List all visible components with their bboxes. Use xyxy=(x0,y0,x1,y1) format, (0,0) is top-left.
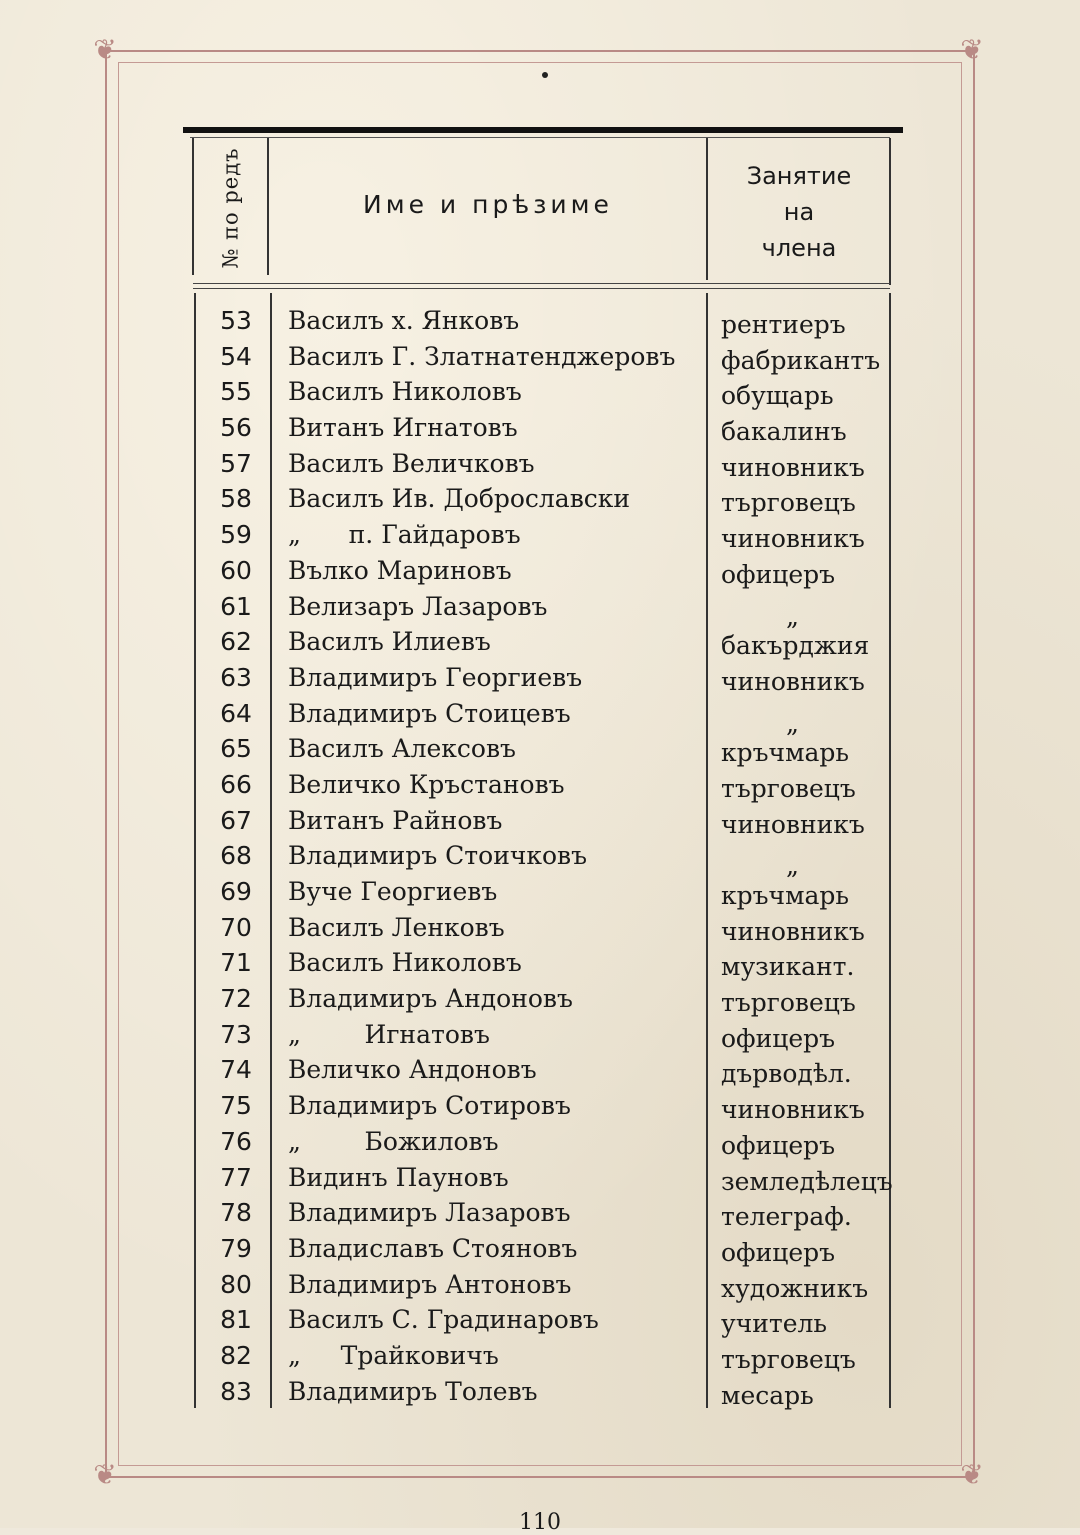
member-name: Величко Андоновъ xyxy=(288,1055,537,1085)
table-row xyxy=(190,374,890,410)
row-number: 62 xyxy=(220,627,252,657)
header-divider xyxy=(267,138,269,275)
corner-ornament-icon: ❦ xyxy=(93,1458,117,1491)
member-occupation: дърводѣл. xyxy=(721,1059,852,1089)
header-bottom-rule xyxy=(193,283,890,284)
row-number: 58 xyxy=(220,484,252,514)
member-name: Василъ Алексовъ xyxy=(288,734,516,764)
member-name: Владимиръ Толевъ xyxy=(288,1376,538,1406)
row-number: 81 xyxy=(220,1305,252,1335)
header-bottom-rule xyxy=(193,288,890,289)
table-row xyxy=(190,874,890,910)
member-name: Витанъ Райновъ xyxy=(288,805,503,835)
table-row xyxy=(190,1088,890,1124)
row-number: 56 xyxy=(220,413,252,443)
corner-ornament-icon: ❦ xyxy=(93,33,117,66)
header-occupation-line: члена xyxy=(761,234,837,262)
table-row xyxy=(190,767,890,803)
row-number: 66 xyxy=(220,769,252,799)
table-row xyxy=(190,1017,890,1053)
table-row xyxy=(190,339,890,375)
member-name: Василъ С. Градинаровъ xyxy=(288,1305,599,1335)
member-name: Владимиръ Лазаровъ xyxy=(288,1198,571,1228)
member-occupation: търговецъ xyxy=(721,1344,856,1374)
row-number: 78 xyxy=(220,1198,252,1228)
member-occupation: учитель xyxy=(721,1309,828,1339)
row-number: 65 xyxy=(220,734,252,764)
row-number: 82 xyxy=(220,1340,252,1370)
row-number: 73 xyxy=(220,1019,252,1049)
table-row xyxy=(190,624,890,660)
member-name: Видинъ Пауновъ xyxy=(288,1162,509,1192)
row-number: 60 xyxy=(220,555,252,585)
row-number: 71 xyxy=(220,948,252,978)
row-number: 80 xyxy=(220,1269,252,1299)
member-occupation: „ xyxy=(786,708,799,738)
table-row xyxy=(190,1267,890,1303)
member-occupation: офицеръ xyxy=(721,1237,836,1267)
table-row xyxy=(190,838,890,881)
member-occupation: „ xyxy=(786,601,799,631)
table-top-thin-rule xyxy=(190,137,890,138)
member-occupation: телеграф. xyxy=(721,1202,852,1232)
member-name: Величко Кръстановъ xyxy=(288,769,565,799)
row-number: 64 xyxy=(220,698,252,728)
member-occupation: офицеръ xyxy=(721,1023,836,1053)
table-row xyxy=(190,945,890,981)
table-row xyxy=(190,1374,890,1410)
member-name: Василъ Г. Златнатенджеровъ xyxy=(288,341,676,371)
table-row xyxy=(190,446,890,482)
print-mark xyxy=(542,72,548,78)
member-name: Василъ Николовъ xyxy=(288,377,522,407)
member-occupation: чиновникъ xyxy=(721,1095,865,1125)
member-name: Владимиръ Антоновъ xyxy=(288,1269,572,1299)
row-number: 70 xyxy=(220,912,252,942)
row-number: 77 xyxy=(220,1162,252,1192)
row-number: 59 xyxy=(220,520,252,550)
member-name: „ Божиловъ xyxy=(288,1126,499,1156)
member-occupation: търговецъ xyxy=(721,773,856,803)
row-number: 55 xyxy=(220,377,252,407)
header-occupation-column xyxy=(708,158,890,266)
member-name: Василъ Илиевъ xyxy=(288,627,491,657)
member-name: Владиславъ Стояновъ xyxy=(288,1233,578,1263)
row-number: 72 xyxy=(220,984,252,1014)
row-number: 63 xyxy=(220,662,252,692)
member-occupation: рентиеръ xyxy=(721,310,846,339)
corner-ornament-icon: ❦ xyxy=(960,1458,984,1491)
member-occupation: обущарь xyxy=(721,381,834,411)
row-number: 79 xyxy=(220,1233,252,1263)
member-occupation: фабрикантъ xyxy=(721,345,881,375)
table-row xyxy=(190,303,890,339)
table-row xyxy=(190,981,890,1017)
row-number: 69 xyxy=(220,877,252,906)
member-list xyxy=(190,303,893,1410)
member-occupation: „ xyxy=(786,851,799,881)
table-row xyxy=(190,1231,890,1267)
header-occupation-line: на xyxy=(783,198,815,226)
member-occupation: търговецъ xyxy=(721,488,856,518)
member-occupation: чиновникъ xyxy=(721,666,865,696)
table-row xyxy=(190,696,890,738)
member-name: „ Трайковичъ xyxy=(288,1340,499,1370)
member-occupation: бакърджия xyxy=(721,631,870,661)
member-occupation: чиновникъ xyxy=(721,524,865,554)
member-occupation: месарь xyxy=(721,1380,814,1410)
member-name: Василъ Ленковъ xyxy=(288,912,505,942)
member-name: Витанъ Игнатовъ xyxy=(288,413,518,443)
table-row xyxy=(190,803,890,839)
corner-ornament-icon: ❦ xyxy=(960,33,984,66)
row-number: 67 xyxy=(220,805,252,835)
member-name: Василъ Величковъ xyxy=(288,448,535,478)
row-number: 57 xyxy=(220,448,252,478)
member-occupation: офицеръ xyxy=(721,559,836,589)
row-number: 61 xyxy=(220,591,252,621)
header-occupation-line: Занятие xyxy=(746,162,852,190)
table-row xyxy=(190,1124,890,1160)
table-row xyxy=(190,553,890,589)
table-row xyxy=(190,910,890,946)
member-name: Вълко Мариновъ xyxy=(288,555,512,585)
table-row xyxy=(190,1302,890,1338)
row-number: 83 xyxy=(220,1376,252,1406)
member-name: Владимиръ Андоновъ xyxy=(288,984,573,1014)
member-name: Василъ Николовъ xyxy=(288,948,522,978)
table-row xyxy=(190,1338,890,1374)
member-occupation: чиновникъ xyxy=(721,916,865,946)
member-name: Велизаръ Лазаровъ xyxy=(288,591,548,621)
member-name: Василъ х. Янковъ xyxy=(288,306,520,335)
member-occupation: търговецъ xyxy=(721,988,856,1018)
member-name: Владимиръ Георгиевъ xyxy=(288,662,583,692)
table-row xyxy=(190,589,890,631)
table-row xyxy=(190,1052,890,1088)
table-row xyxy=(190,517,890,553)
member-name: Василъ Ив. Доброславски xyxy=(288,484,631,514)
page-number: 110 xyxy=(519,1510,561,1535)
member-name: Владимиръ Стоичковъ xyxy=(288,841,588,871)
header-number-label: № по редъ xyxy=(219,146,243,269)
table-row xyxy=(190,660,890,696)
header-number-column xyxy=(196,140,266,275)
member-name: „ п. Гайдаровъ xyxy=(288,520,521,550)
member-occupation: чиновникъ xyxy=(721,809,865,839)
member-name: „ Игнатовъ xyxy=(288,1019,490,1049)
member-name: Владимиръ Сотировъ xyxy=(288,1091,571,1121)
header-divider xyxy=(192,138,194,275)
member-occupation: кръчмарь xyxy=(721,738,850,768)
member-occupation: чиновникъ xyxy=(721,452,865,482)
member-name: Вуче Георгиевъ xyxy=(288,877,498,906)
table-row xyxy=(190,731,890,767)
table-top-rule xyxy=(183,127,903,133)
member-occupation: музикант. xyxy=(721,952,855,982)
row-number: 75 xyxy=(220,1091,252,1121)
row-number: 68 xyxy=(220,841,252,871)
header-name-label: Име и прѣзиме xyxy=(363,190,613,219)
member-occupation: бакалинъ xyxy=(721,417,847,447)
table-row xyxy=(190,410,890,446)
table-row xyxy=(190,1195,890,1231)
table-row xyxy=(190,481,890,517)
table-row xyxy=(190,1160,893,1196)
row-number: 76 xyxy=(220,1126,252,1156)
member-name: Владимиръ Стоицевъ xyxy=(288,698,571,728)
member-occupation: художникъ xyxy=(721,1273,869,1303)
member-occupation: кръчмарь xyxy=(721,881,850,910)
row-number: 54 xyxy=(220,341,252,371)
row-number: 74 xyxy=(220,1055,252,1085)
member-occupation: офицеръ xyxy=(721,1130,836,1160)
row-number: 53 xyxy=(220,306,252,335)
member-occupation: земледѣлецъ xyxy=(721,1166,893,1196)
